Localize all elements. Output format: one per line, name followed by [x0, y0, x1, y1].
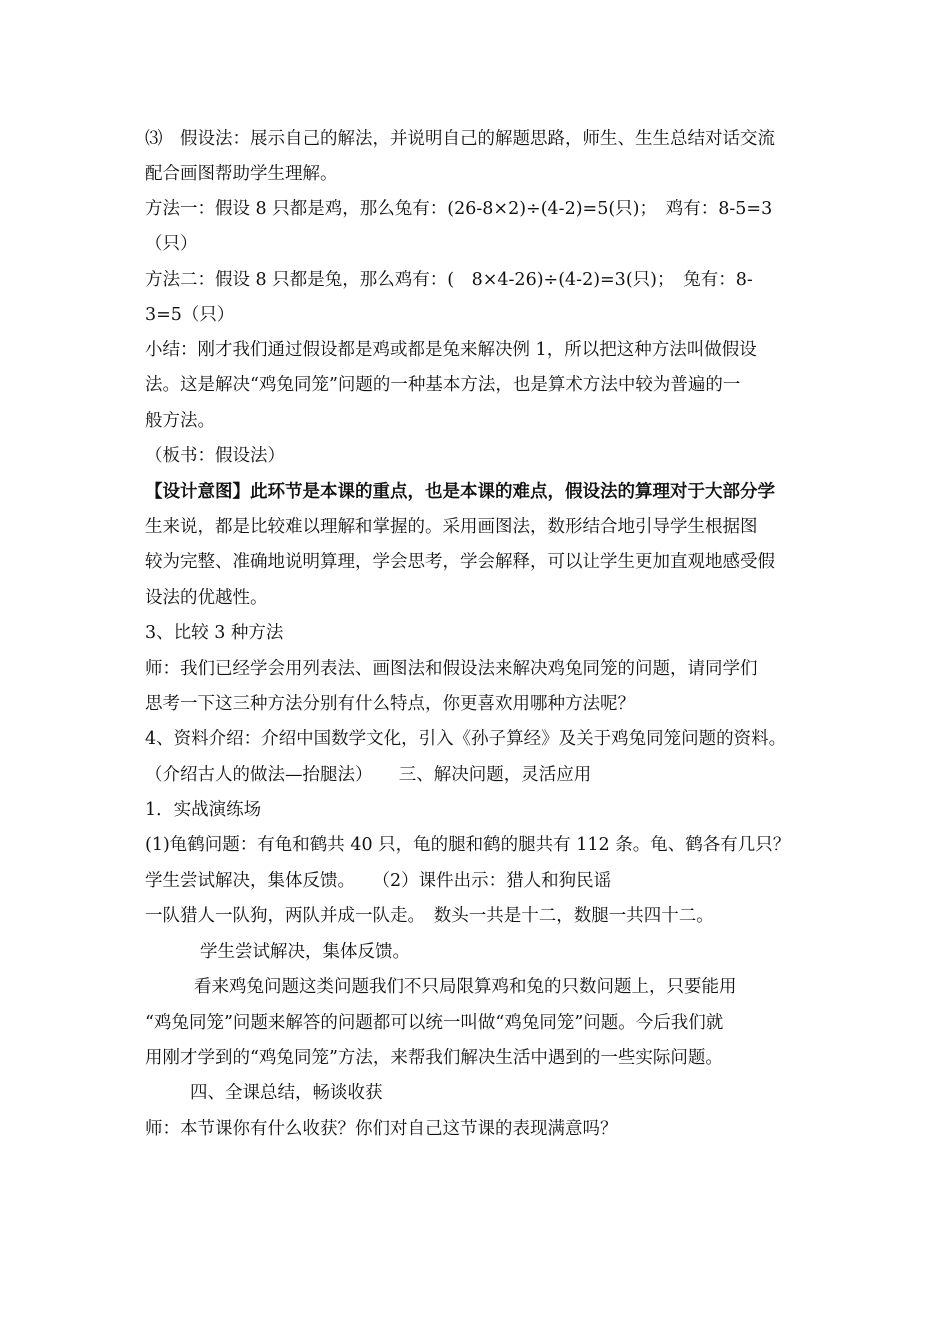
text-line: 3=5（只） — [145, 305, 235, 325]
text-line: （板书：假设法） — [145, 446, 285, 466]
text-line: 一队猎人一队狗，两队并成一队走。 数头一共是十二，数腿一共四十二。 — [145, 906, 714, 926]
text-line: ⑶ 假设法：展示自己的解法，并说明自己的解题思路，师生、生生总结对话交流 — [145, 129, 775, 149]
text-line: 师：我们已经学会用列表法、画图法和假设法来解决鸡兔同笼的问题，请同学们 — [145, 659, 758, 679]
text-line: 3、比较 3 种方法 — [145, 623, 284, 643]
text-line: 1．实战演练场 — [145, 800, 262, 820]
text-line: 思考一下这三种方法分别有什么特点，你更喜欢用哪种方法呢？ — [145, 694, 635, 714]
text-line: “鸡兔同笼”问题来解答的问题都可以统一叫做“鸡兔同笼”问题。今后我们就 — [145, 1013, 724, 1033]
text-line: 配合画图帮助学生理解。 — [145, 164, 338, 184]
text-line: 较为完整、准确地说明算理，学会思考，学会解释，可以让学生更加直观地感受假 — [145, 552, 775, 572]
text-line: (1)龟鹤问题：有龟和鹤共 40 只，龟的腿和鹤的腿共有 112 条。龟、鹤各有几只？ — [145, 835, 791, 855]
text-line: 般方法。 — [145, 411, 215, 431]
text-line: （只） — [145, 234, 198, 254]
text-line: 设法的优越性。 — [145, 588, 268, 608]
text-line: （介绍古人的做法—抬腿法） 三、解决问题，灵活应用 — [145, 765, 592, 785]
text-line: 方法二：假设 8 只都是兔，那么鸡有：( 8×4-26)÷(4-2)=3(只)； 兔有：8- — [145, 270, 753, 290]
text-line: 师：本节课你有什么收获？你们对自己这节课的表现满意吗？ — [145, 1119, 618, 1139]
text-line: 法。这是解决“鸡兔同笼”问题的一种基本方法，也是算术方法中较为普遍的一 — [145, 375, 741, 395]
text-line: 学生尝试解决，集体反馈。 （2）课件出示：猎人和狗民谣 — [145, 871, 612, 891]
text-line: 小结：刚才我们通过假设都是鸡或都是兔来解决例 1，所以把这种方法叫做假设 — [145, 340, 757, 360]
text-line: 四、全课总结，畅谈收获 — [190, 1083, 383, 1103]
text-line: 方法一：假设 8 只都是鸡，那么兔有：(26-8×2)÷(4-2)=5(只)； 鸡有：8-5=3 — [145, 199, 773, 219]
text-line: 看来鸡兔问题这类问题我们不只局限算鸡和兔的只数问题上，只要能用 — [194, 977, 737, 997]
text-line: 学生尝试解决，集体反馈。 — [200, 942, 410, 962]
text-line: 用刚才学到的“鸡兔同笼”方法，来帮我们解决生活中遇到的一些实际问题。 — [145, 1048, 723, 1068]
text-line: 4、资料介绍：介绍中国数学文化，引入《孙子算经》及关于鸡兔同笼问题的资料。 — [145, 729, 787, 749]
text-line: 【设计意图】此环节是本课的重点，也是本课的难点，假设法的算理对于大部分学 — [145, 482, 775, 502]
text-line: 生来说，都是比较难以理解和掌握的。采用画图法，数形结合地引导学生根据图 — [145, 517, 758, 537]
